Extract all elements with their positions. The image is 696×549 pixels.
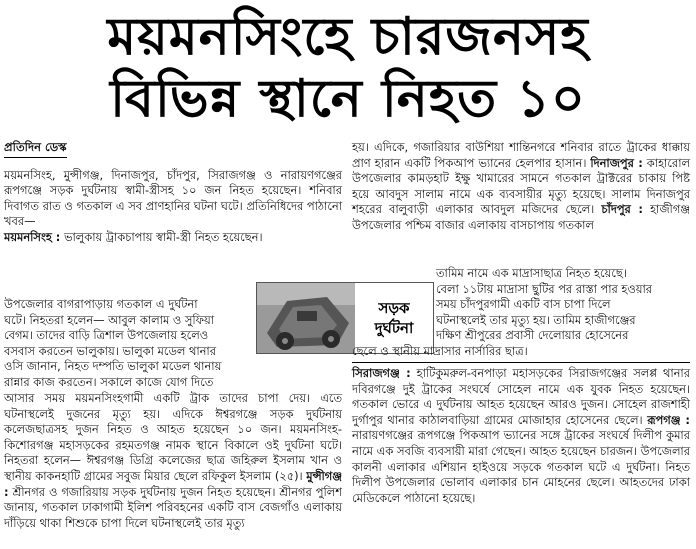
right-column-mid: [352, 344, 690, 360]
inset-label-line-1: সড়ক: [378, 299, 410, 317]
sirajganj-lead: সিরাজগঞ্জ :: [352, 366, 411, 380]
mymensingh-paragraph-rest: আসার সময় ময়মনসিংহগামী একটি ট্রাক তাদের চাপা দেয়। এতে ঘটনাস্থলেই দুজনের মৃত্যু হয়। এদিকে ঈশ্বরগঞ্জে সড়ক দুর্ঘটনায় কলেজছাত্রসহ দুজন নিহত ও আহত হয়েছেন ১০ জন। ময়মনসিংহ-কিশোরগঞ্জ মহাসড়কের রহমতগঞ্জ নামক স্থানে বিকালে ওই দুর্ঘটনা ঘটে। নিহতরা হলেন— ঈশ্বরগঞ্জ ডিগ্রি কলেজের ছাত্র জহিরুল ইসলাম খান ও স্থানীয় কাকনহাটি গ্রামের সবুজ মিয়ার ছেলে রফিকুল ইসলাম (২৫)। মুন্সীগঞ্জ : শ্রীনগর ও গজারিয়ায় সড়ক দুর্ঘটনায় দুজন নিহত হয়েছেন। শ্রীনগর পুলিশ জানায়, গতকাল ঢাকাগামী ইলিশ পরিবহনের একটি বাস বেজগাঁও এলাকায় দাঁড়িয়ে থাকা শিশুকে চাপা দিলে ঘটনাস্থলেই তার মৃত্যু: [4, 391, 342, 530]
left-column-top: [4, 140, 342, 246]
wrap-line: সময় চাঁদপুরগামী একটি বাস চাপা দিলে: [436, 297, 611, 312]
left-column-bottom: [4, 391, 342, 531]
right-column-bottom: [352, 366, 690, 506]
rupganj-lead: রূপগঞ্জ :: [647, 412, 690, 427]
section-divider: [352, 362, 690, 363]
dinajpur-lead: দিনাজপুর :: [590, 155, 643, 170]
sirajganj-paragraph: সিরাজগঞ্জ : হাটিকুমরুল-বনপাড়া মহাসড়কের সিরাজগঞ্জের সলপ্প থানার দবিরগঞ্জে দুই ট্রাকের সংঘর্ষে সোহেল নামে এক যুবক নিহত হয়েছেন। গতকাল ভোরে এ দুর্ঘটনায় আহত হয়েছেন আরও দুজন। সোহেল রাজশাহী দুর্গাপুর থানার কাঠালবাড়িয়া গ্রামের মোজাহার হোসেনের ছেলে। রূপগঞ্জ : নারায়ণগঞ্জের রূপগঞ্জে পিকআপ ভ্যানের সঙ্গে ট্রাকের সংঘর্ষে দিলীপ কুমার নামে এক সবজি ব্যবসায়ী মারা গেছেন। আহত হয়েছেন চারজন। উপজেলার কালনী এলাকার এশিয়ান হাইওয়ে সড়কে গতকাল ঘটে এ দুর্ঘটনা। নিহত দিলীপ উপজেলার ভোলাব এলাকার চান মোহনের ছেলে। আহতদের ঢাকা মেডিকেলে পাঠানো হয়েছে।: [352, 366, 690, 505]
wrap-line: ওসি জানান, নিহত দম্পতি ভালুকা মডেল থানায়: [4, 359, 222, 374]
byline: প্রতিদিন ডেস্ক: [4, 140, 67, 158]
wrecked-vehicle-image: [257, 283, 355, 353]
headline-line-2: বিভিন্ন স্থানে নিহত ১০: [110, 68, 586, 129]
inset-label: [355, 283, 433, 353]
right-paragraph-1: হয়। এদিকে, গজারিয়ার বাউশিয়া শান্তিনগরে শনিবার রাতে ট্রাকের ধাক্কায় প্রাণ হারান একটি পিকআপ ভ্যানের হেলপার হাসান। দিনাজপুর : কাহারোল উপজেলার কামড়হাট ইক্ষু খামারের সামনে গতকাল ট্রাক্টরের চাকায় পিষ্ট হয়ে আবদুস সালাম নামে এক ব্যবসায়ীর মৃত্যু হয়েছে। সালাম দিনাজপুর শহরের বালুবাড়ী এলাকার আবদুল মজিদের ছেলে। চাঁদপুর : হাজীগঞ্জ উপজেলার পশ্চিম বাজার এলাকায় বাসচাপায় গতকাল: [352, 140, 691, 232]
mymensingh-paragraph-start: ময়মনসিংহ : ভালুকায় ট্রাকচাপায় স্বামী-স্ত্রী নিহত হয়েছেন।: [4, 229, 263, 244]
wrap-line: উপজেলার বাগরাপাড়ায় গতকাল এ দুর্ঘটনা: [4, 297, 198, 311]
accident-photo: [257, 283, 355, 353]
wrap-line: ঘটনাস্থলেই তার মৃত্যু হয়। তামিম হাজীগঞ্জের: [436, 312, 636, 327]
wrap-line: দক্ষিণ শ্রীপুরের প্রবাসী দেলোয়ার হোসেনের: [436, 328, 629, 343]
munshiganj-lead: মুন্সীগঞ্জ :: [4, 468, 342, 499]
right-column-top: [352, 140, 690, 234]
wrap-line: বেলা ১১টায় মাদ্রাসা ছুটির পর রাস্তা পার হওয়ার: [436, 281, 653, 296]
chandpur-paragraph-end: ছেলে ও স্থানীয় মাদ্রাসার নার্সারির ছাত্র।: [352, 344, 528, 358]
right-wrap-lines: [436, 266, 690, 344]
chandpur-lead: চাঁদপুর :: [601, 202, 643, 217]
intro-paragraph: ময়মনসিংহ, মুন্সীগঞ্জ, দিনাজপুর, চাঁদপুর, সিরাজগঞ্জ ও নারায়ণগঞ্জের রূপগঞ্জে সড়ক দুর্ঘটনায় স্বামী-স্ত্রীসহ ১০ জন নিহত হয়েছেন। শনিবার দিবাগত রাত ও গতকাল এ সব প্রাণহানির ঘটনা ঘটে। প্রতিনিধিদের পাঠানো খবর—: [4, 167, 342, 229]
wrap-line: বসবাস করতেন ভালুকায়। ভালুকা মডেল থানার: [4, 343, 216, 358]
headline: [0, 6, 696, 130]
left-wrap-lines: [4, 297, 252, 391]
mymensingh-lead: ময়মনসিংহ :: [4, 229, 61, 244]
inset-label-line-2: দুর্ঘটনা: [374, 319, 414, 337]
wrap-line: বেগম। তাদের বাড়ি ত্রিশাল উপজেলায় হলেও: [4, 328, 209, 343]
wrap-line: তামিম নামে এক মাদ্রাসাছাত্র নিহত হয়েছে।: [436, 266, 627, 280]
headline-line-1: ময়মনসিংহে চারজনসহ: [107, 6, 589, 67]
wrap-line: ঘটে। নিহতরা হলেন— আবুল কালাম ও সুফিয়া: [4, 312, 215, 327]
wrap-line: রান্নার কাজ করতেন। সকালে কাজে যোগ দিতে: [4, 374, 214, 389]
